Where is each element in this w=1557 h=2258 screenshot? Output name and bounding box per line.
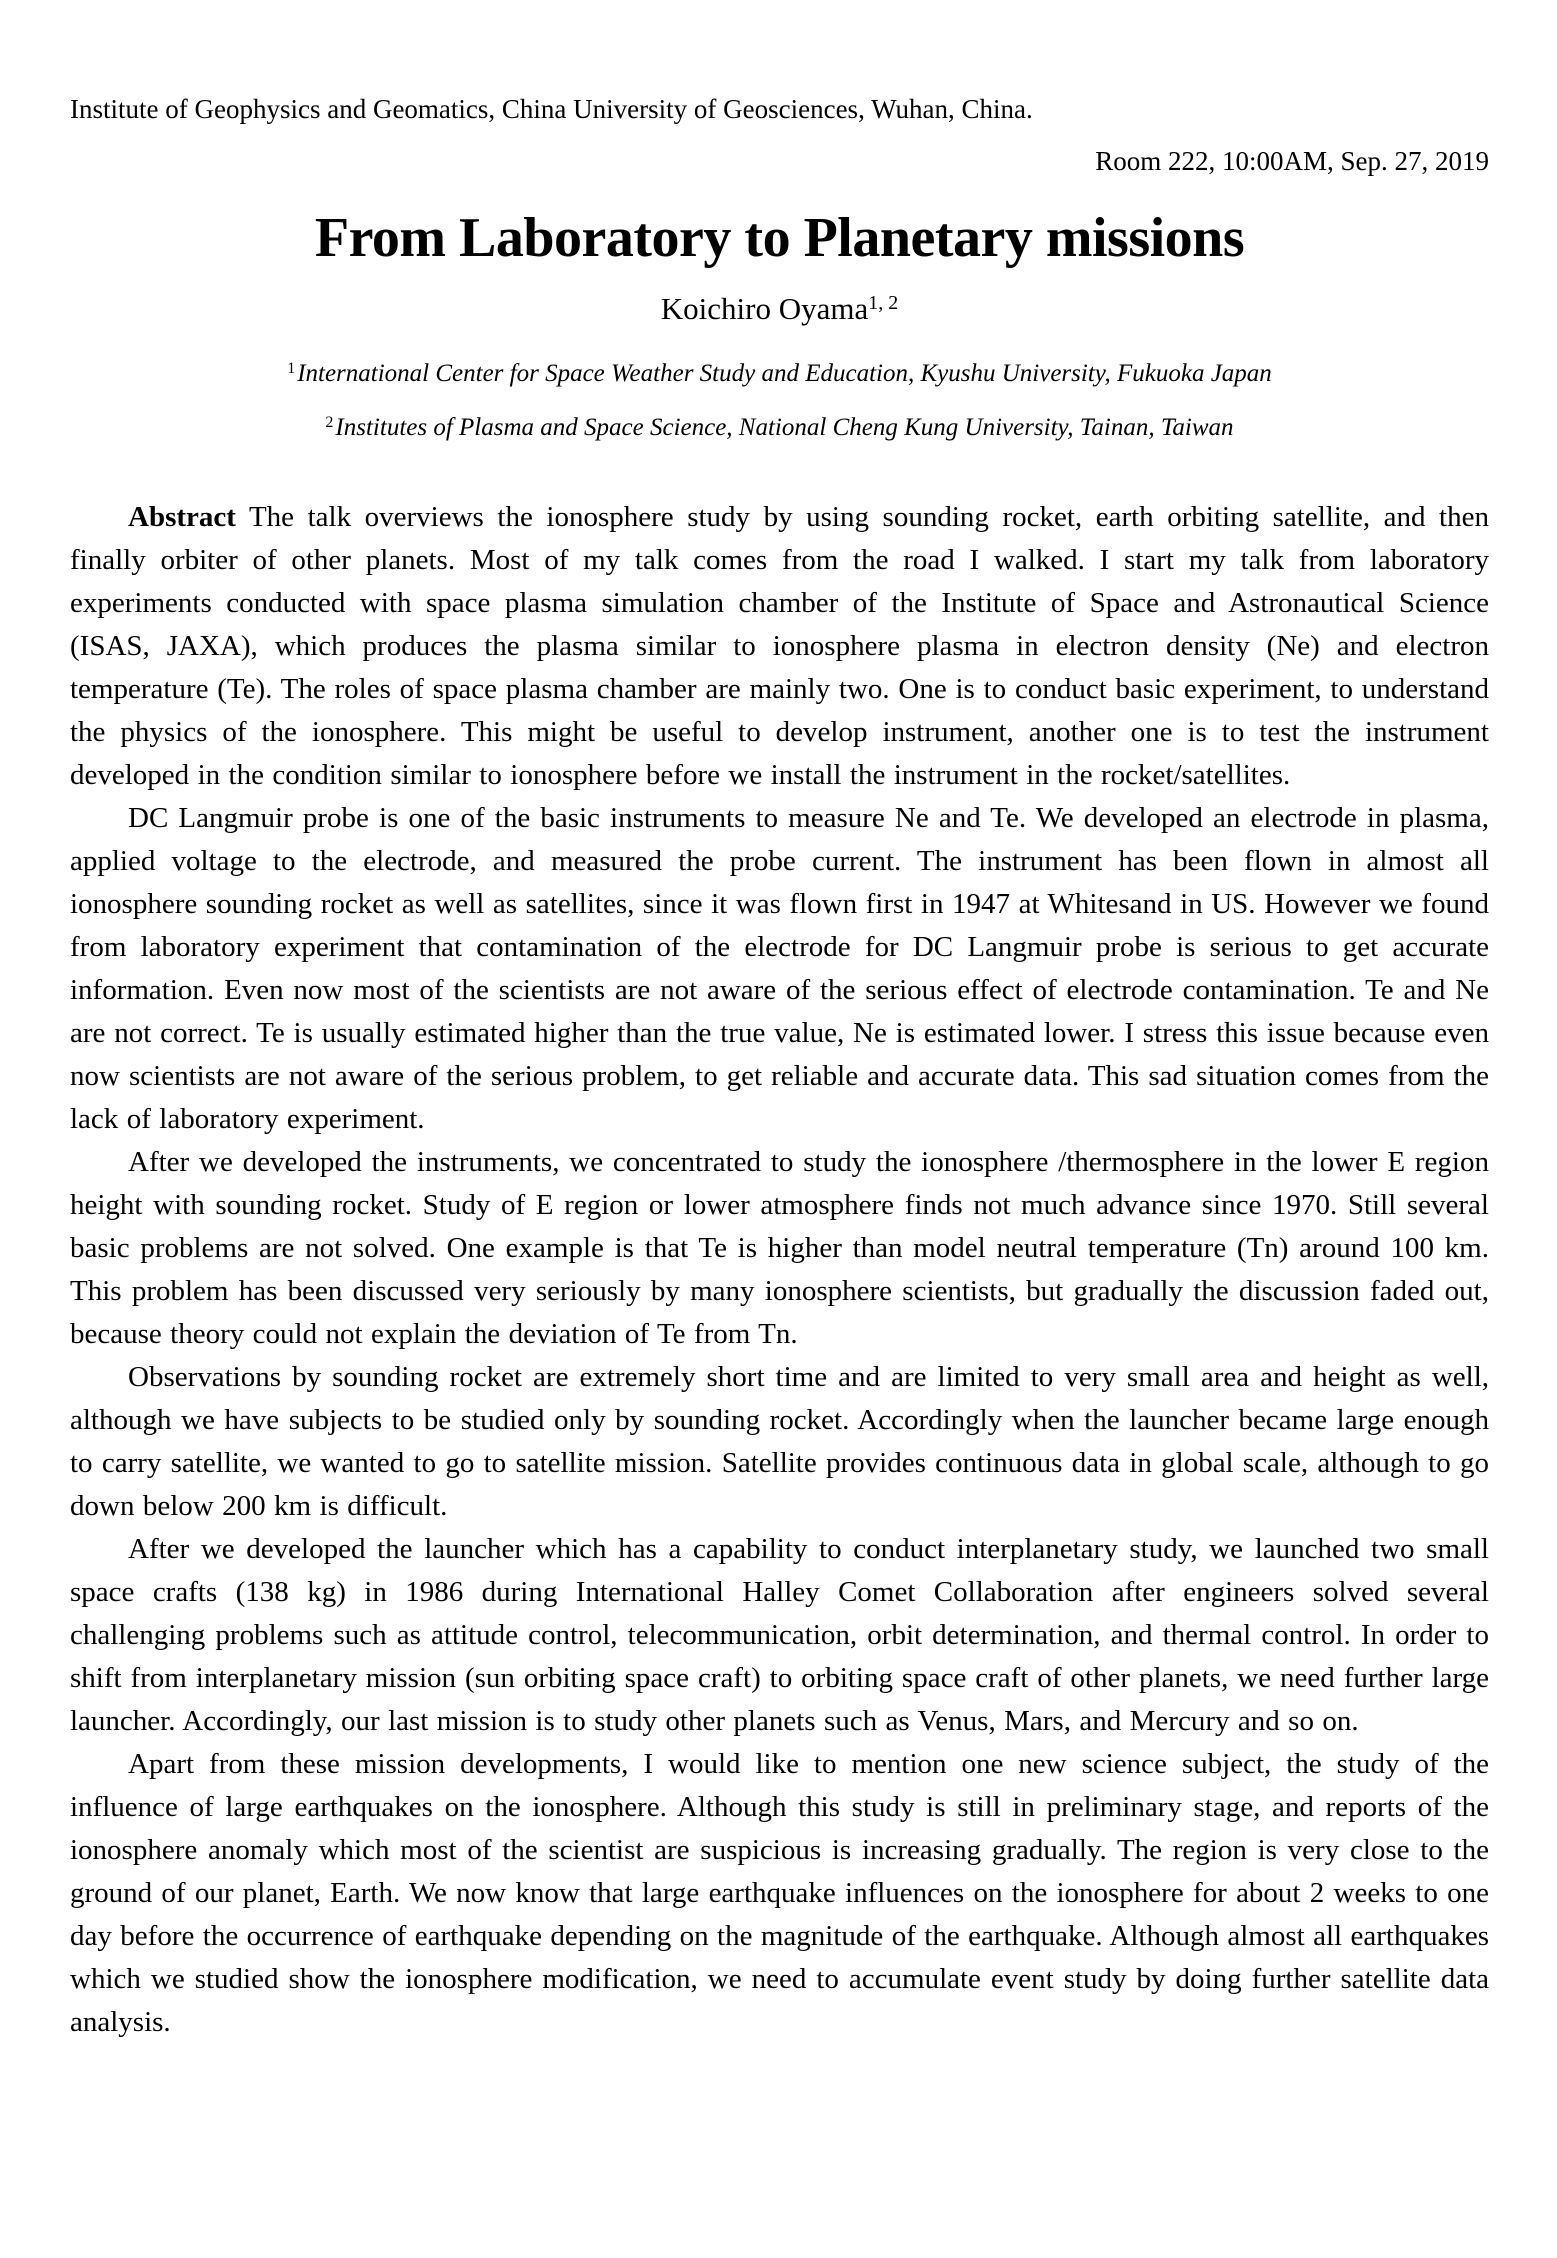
affiliation-2-marker: 2 [325, 414, 334, 431]
abstract-body [70, 496, 1489, 2044]
page-title: From Laboratory to Planetary missions [314, 207, 1245, 269]
author-superscript: 1, 2 [868, 292, 899, 314]
abstract-paragraph [70, 496, 1489, 797]
abstract-label: Abstract [128, 501, 236, 533]
affiliation-1-text: International Center for Space Weather Study and Education, Kyushu University, Fukuoka Japan [297, 360, 1272, 387]
body-paragraph-6: Apart from these mission developments, I would like to mention one new science subject, the study of the influence of large earthquakes on the ionosphere. Although this study is still in preliminary stage, and reports of the ionosphere anomaly which most of the scientist are suspicious is increasing gradually. The region is very close to the ground of our planet, Earth. We now know that large earthquake influences on the ionosphere for about 2 weeks to one day before the occurrence of earthquake depending on the magnitude of the earthquake. Although almost all earthquakes which we studied show the ionosphere modification, we need to accumulate event study by doing further satellite data analysis. [70, 1748, 1489, 2038]
affiliation-2-text: Institutes of Plasma and Space Science, National Cheng Kung University, Tainan, Taiwan [335, 414, 1234, 441]
room-date-line: Room 222, 10:00AM, Sep. 27, 2019 [1095, 146, 1489, 176]
body-paragraph-3: After we developed the instruments, we concentrated to study the ionosphere /thermosphere in the lower E region height with sounding rocket. Study of E region or lower atmosphere finds not much advance since 1970. Still several basic problems are not solved. One example is that Te is higher than model neutral temperature (Tn) around 100 km. This problem has been discussed very seriously by many ionosphere scientists, but gradually the discussion faded out, because theory could not explain the deviation of Te from Tn. [70, 1146, 1489, 1350]
body-paragraph-4: Observations by sounding rocket are extremely short time and are limited to very small area and height as well, although we have subjects to be studied only by sounding rocket. Accordingly when the launcher became large enough to carry satellite, we wanted to go to satellite mission. Satellite provides continuous data in global scale, although to go down below 200 km is difficult. [70, 1361, 1489, 1522]
body-paragraph-2: DC Langmuir probe is one of the basic instruments to measure Ne and Te. We developed an electrode in plasma, applied voltage to the electrode, and measured the probe current. The instrument has been flown in almost all ionosphere sounding rocket as well as satellites, since it was flown first in 1947 at Whitesand in US. However we found from laboratory experiment that contamination of the electrode for DC Langmuir probe is serious to get accurate information. Even now most of the scientists are not aware of the serious effect of electrode contamination. Te and Ne are not correct. Te is usually estimated higher than the true value, Ne is estimated lower. I stress this issue because even now scientists are not aware of the serious problem, to get reliable and accurate data. This sad situation comes from the lack of laboratory experiment. [70, 802, 1489, 1135]
institute-line: Institute of Geophysics and Geomatics, China University of Geosciences, Wuhan, China. [70, 94, 1033, 124]
affiliation-2 [70, 412, 1489, 444]
affiliation-1 [70, 358, 1489, 390]
author-name: Koichiro Oyama [660, 291, 869, 326]
body-paragraph-5: After we developed the launcher which has a capability to conduct interplanetary study, we launched two small space crafts (138 kg) in 1986 during International Halley Comet Collaboration after engineers solved several challenging problems such as attitude control, telecommunication, orbit determination, and thermal control. In order to shift from interplanetary mission (sun orbiting space craft) to orbiting space craft of other planets, we need further large launcher. Accordingly, our last mission is to study other planets such as Venus, Mars, and Mercury and so on. [70, 1533, 1489, 1737]
author-line [70, 290, 1489, 328]
affiliation-1-marker: 1 [287, 360, 296, 377]
abstract-paragraph-text: The talk overviews the ionosphere study by using sounding rocket, earth orbiting satellite, and then finally orbiter of other planets. Most of my talk comes from the road I walked. I start my talk from laboratory experiments conducted with space plasma simulation chamber of the Institute of Space and Astronautical Science (ISAS, JAXA), which produces the plasma similar to ionosphere plasma in electron density (Ne) and electron temperature (Te). The roles of space plasma chamber are mainly two. One is to conduct basic experiment, to understand the physics of the ionosphere. This might be useful to develop instrument, another one is to test the instrument developed in the condition similar to ionosphere before we install the instrument in the rocket/satellites. [70, 501, 1489, 791]
